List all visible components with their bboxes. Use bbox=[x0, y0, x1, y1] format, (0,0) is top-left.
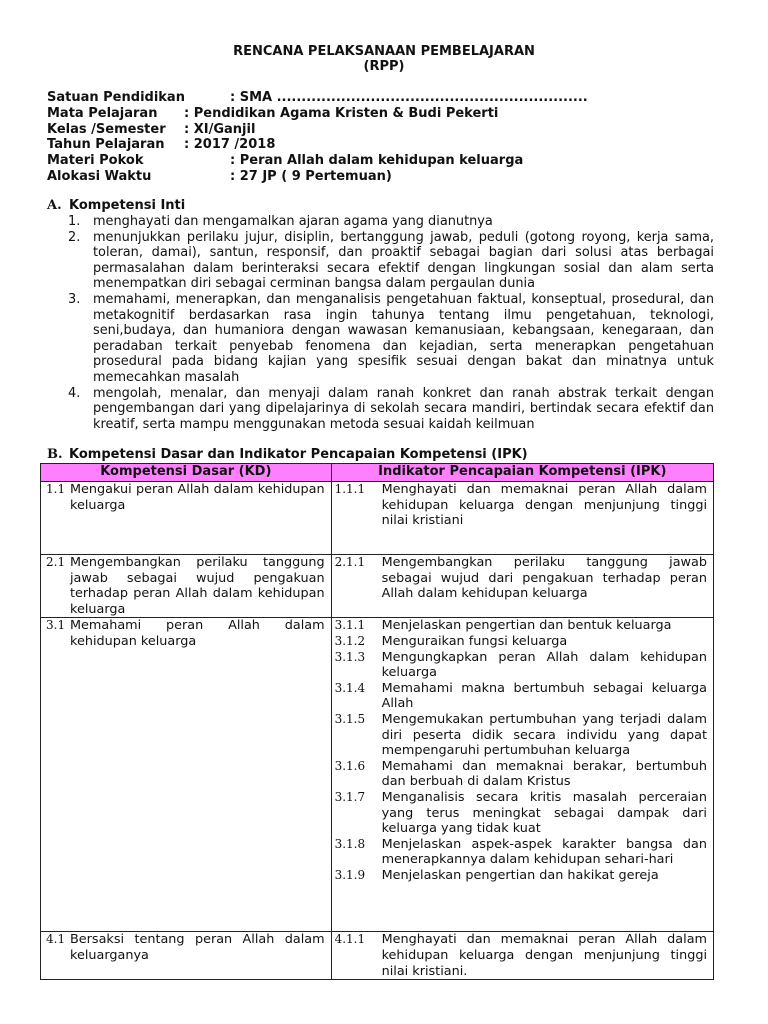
identity-value: : 2017 /2018 bbox=[184, 137, 276, 153]
competency-table bbox=[40, 463, 714, 980]
kd-number: 1.1 bbox=[46, 482, 66, 496]
kd-cell bbox=[41, 932, 332, 980]
kd-cell bbox=[41, 555, 332, 618]
document-title: RENCANA PELAKSANAAN PEMBELAJARAN bbox=[233, 44, 535, 59]
identity-row bbox=[47, 169, 588, 185]
section-b-title: Kompetensi Dasar dan Indikator Pencapaian Kompetensi (IPK) bbox=[69, 447, 528, 462]
table-row bbox=[41, 482, 714, 555]
identity-label: Alokasi Waktu bbox=[47, 168, 152, 184]
ipk-number: 3.1.7 bbox=[334, 789, 366, 804]
identity-value: : Peran Allah dalam kehidupan keluarga bbox=[230, 153, 524, 169]
kd-cell bbox=[41, 482, 332, 555]
ipk-column-header: Indikator Pencapaian Kompetensi (IPK) bbox=[331, 464, 713, 482]
list-item-number: 3. bbox=[68, 291, 81, 307]
ipk-text: Menghayati dan memaknai peran Allah dalam kehidupan keluarga dengan menjunjung tinggi nilai kristiani. bbox=[381, 932, 707, 979]
ipk-text: Menjelaskan pengertian dan bentuk keluarga bbox=[381, 618, 672, 634]
ipk-item bbox=[332, 650, 713, 681]
identity-row bbox=[47, 137, 588, 153]
kd-text: Mengembangkan perilaku tanggung jawab sebagai wujud pengakuan terhadap peran Allah dalam kehidupan keluarga bbox=[70, 555, 325, 617]
list-item-number: 1. bbox=[68, 214, 81, 229]
kd-text: Mengakui peran Allah dalam kehidupan keluarga bbox=[70, 482, 325, 513]
list-item bbox=[68, 386, 714, 433]
ipk-number: 4.1.1 bbox=[334, 932, 366, 947]
list-item bbox=[68, 214, 714, 230]
list-item bbox=[68, 230, 714, 292]
ipk-item bbox=[332, 712, 713, 759]
identity-label: Tahun Pelajaran bbox=[47, 137, 165, 153]
ipk-text: Memahami dan memaknai berakar, bertumbuh dan berbuah di dalam Kristus bbox=[381, 758, 707, 790]
table-row bbox=[41, 555, 714, 618]
kd-cell bbox=[41, 618, 332, 932]
ipk-number: 3.1.1 bbox=[334, 618, 366, 633]
section-a-heading bbox=[47, 198, 185, 214]
identity-label: Kelas /Semester bbox=[47, 121, 166, 137]
ipk-text: Mengemukakan pertumbuhan yang terjadi dalam diri peserta didik secara individu yang dapat mempengaruhi pertumbuhan keluarga bbox=[381, 711, 707, 759]
ipk-number: 3.1.3 bbox=[334, 649, 366, 664]
ipk-text: Mengembangkan perilaku tanggung jawab sebagai wujud dari pengakuan terhadap peran Allah dalam kehidupan keluarga bbox=[381, 555, 707, 602]
ipk-text: Menjelaskan aspek-aspek karakter bangsa dan menerapkannya dalam kehidupan sehari-hari bbox=[381, 836, 707, 868]
ipk-cell bbox=[331, 482, 713, 555]
ipk-number: 1.1.1 bbox=[334, 482, 366, 496]
list-item-text: menghayati dan mengamalkan ajaran agama yang dianutnya bbox=[93, 214, 493, 229]
ipk-number: 2.1.1 bbox=[334, 555, 366, 569]
list-item-number: 2. bbox=[68, 229, 81, 245]
table-row bbox=[41, 618, 714, 932]
document-subtitle: (RPP) bbox=[363, 59, 405, 74]
ipk-number: 3.1.6 bbox=[334, 758, 366, 773]
kd-column-header: Kompetensi Dasar (KD) bbox=[41, 464, 332, 482]
ipk-text: Menjelaskan pengertian dan hakikat gereja bbox=[381, 867, 659, 883]
ipk-item bbox=[332, 837, 713, 868]
core-competency-list bbox=[68, 214, 714, 432]
ipk-number: 3.1.5 bbox=[334, 711, 366, 726]
section-b-heading bbox=[47, 447, 528, 463]
section-b-letter: B. bbox=[47, 447, 63, 462]
list-item-text: mengolah, menalar, dan menyaji dalam ranah konkret dan ranah abstrak terkait dengan pengembangan dari yang dipelajarinya di sekolah secara mandiri, bertindak secara efektif dan kreatif, serta mampu menggunakan metoda sesuai kaidah keilmuan bbox=[93, 385, 714, 432]
kd-number: 3.1 bbox=[46, 618, 66, 633]
ipk-item bbox=[332, 681, 713, 712]
ipk-item bbox=[332, 482, 713, 529]
kd-text: Memahami peran Allah dalam kehidupan keluarga bbox=[70, 618, 325, 649]
ipk-item bbox=[332, 618, 713, 634]
kd-number: 2.1 bbox=[46, 555, 66, 569]
ipk-item bbox=[332, 759, 713, 790]
identity-row bbox=[47, 106, 588, 122]
kd-number: 4.1 bbox=[46, 932, 66, 947]
ipk-text: Mengungkapkan peran Allah dalam kehidupan keluarga bbox=[381, 649, 707, 681]
ipk-item bbox=[332, 634, 713, 650]
ipk-cell bbox=[331, 932, 713, 980]
section-a-title: Kompetensi Inti bbox=[69, 198, 186, 213]
list-item bbox=[68, 292, 714, 386]
ipk-text: Menganalisis secara kritis masalah perceraian yang terus meningkat sebagai dampak dari keluarga yang tidak kuat bbox=[381, 789, 707, 837]
ipk-text: Menguraikan fungsi keluarga bbox=[381, 633, 568, 649]
list-item-number: 4. bbox=[68, 385, 81, 401]
identity-row bbox=[47, 122, 588, 138]
section-a-letter: A. bbox=[47, 198, 62, 213]
ipk-cell bbox=[331, 618, 713, 932]
table-header-row bbox=[41, 464, 714, 482]
list-item-text: memahami, menerapkan, dan menganalisis pengetahuan faktual, konseptual, prosedural, dan metakognitif berdasarkan rasa ingin tahunya tentang ilmu pengetahuan, teknologi, seni,budaya, dan humaniora dengan wawasan kemanusiaan, kebangsaan, kenegaraan, dan peradaban terkait penyebab fenomena dan kejadian, serta menerapkan pengetahuan prosedural pada bidang kajian yang spesifik sesuai dengan bakat dan minatnya untuk memecahkan masalah bbox=[93, 291, 714, 385]
ipk-item bbox=[332, 555, 713, 602]
identity-label: Satuan Pendidikan bbox=[47, 90, 185, 105]
ipk-number: 3.1.4 bbox=[334, 680, 366, 695]
ipk-text: Memahami makna bertumbuh sebagai keluarga Allah bbox=[381, 680, 707, 712]
ipk-item bbox=[332, 932, 713, 979]
identity-value: : Pendidikan Agama Kristen & Budi Pekerti bbox=[184, 105, 499, 121]
identity-value: : SMA ............................................................... bbox=[230, 90, 588, 105]
ipk-number: 3.1.2 bbox=[334, 633, 366, 648]
ipk-number: 3.1.9 bbox=[334, 867, 366, 882]
identity-block bbox=[47, 90, 588, 185]
ipk-item bbox=[332, 790, 713, 837]
ipk-cell bbox=[331, 555, 713, 618]
ipk-text: Menghayati dan memaknai peran Allah dalam kehidupan keluarga dengan menjunjung tinggi nilai kristiani bbox=[381, 482, 707, 529]
identity-value: : 27 JP ( 9 Pertemuan) bbox=[230, 168, 392, 184]
identity-label: Mata Pelajaran bbox=[47, 105, 158, 121]
identity-label: Materi Pokok bbox=[47, 153, 144, 169]
identity-row bbox=[47, 153, 588, 169]
kd-text: Bersaksi tentang peran Allah dalam keluarganya bbox=[70, 932, 325, 963]
identity-row bbox=[47, 90, 588, 106]
ipk-item bbox=[332, 868, 713, 884]
identity-value: : XI/Ganjil bbox=[184, 121, 256, 137]
list-item-text: menunjukkan perilaku jujur, disiplin, bertanggung jawab, peduli (gotong royong, kerja sama, toleran, damai), santun, responsif, dan proaktif sebagai bagian dari solusi atas berbagai permasalahan dalam berinteraksi secara efektif dengan lingkungan sosial dan alam serta menempatkan diri sebagai cerminan bangsa dalam pergaulan dunia bbox=[93, 229, 714, 292]
ipk-number: 3.1.8 bbox=[334, 836, 366, 851]
table-row bbox=[41, 932, 714, 980]
